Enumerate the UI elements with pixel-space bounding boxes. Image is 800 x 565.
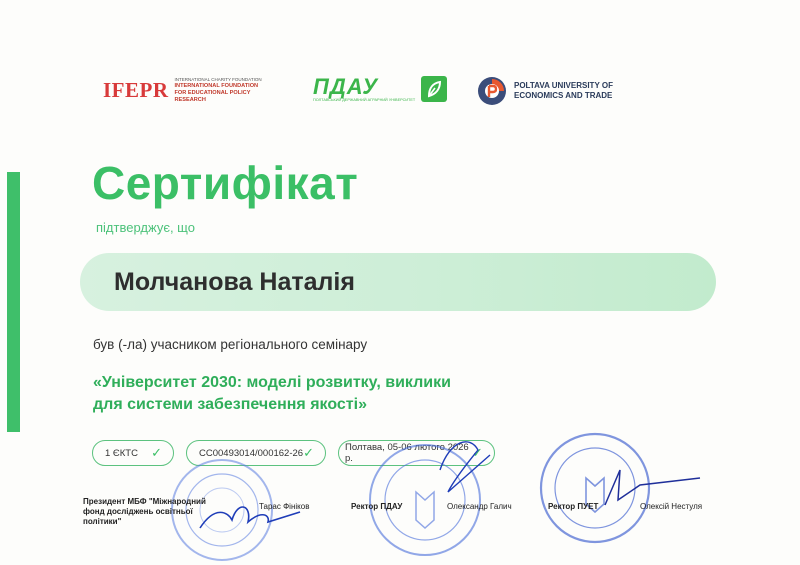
ifepr-logo-word: IFEPR: [103, 77, 169, 102]
signatory-1-title-line2: фонд досліджень освітньої: [83, 507, 193, 516]
puet-caption-line1: POLTAVA UNIVERSITY OF: [514, 81, 613, 90]
ifepr-logo-caption: [175, 76, 265, 104]
seminar-title: [93, 372, 573, 416]
signatory-1-name: Тарас Фініков: [259, 502, 310, 511]
place-date-badge: [338, 440, 495, 466]
signature-nestulia: [605, 470, 700, 505]
ifepr-caption-line1: INTERNATIONAL CHARITY FOUNDATION: [174, 77, 262, 82]
certificate-number: СС00493014/000162-26: [199, 447, 304, 459]
place-date: Полтава, 05-06 лютого 2026 р.: [345, 442, 469, 464]
certificate-subtitle: підтверджує, що: [96, 220, 195, 235]
leaf-icon: [421, 76, 447, 102]
seminar-title-line1: «Університет 2030: моделі розвитку, виклики: [93, 374, 451, 391]
signatory-1-title-line3: політики": [83, 517, 122, 526]
signatory-1-title: [83, 497, 223, 527]
puet-emblem-icon: [477, 76, 507, 106]
certificate-title: Сертифікат: [92, 157, 359, 209]
signatory-3-title: Ректор ПУЕТ: [548, 502, 599, 511]
credits-value: 1 ЄКТС: [105, 447, 138, 459]
left-accent-bar: [7, 172, 20, 432]
puet-caption-line2: ECONOMICS AND TRADE: [514, 91, 613, 100]
signatory-2-title: Ректор ПДАУ: [351, 502, 403, 511]
participation-text: був (-ла) учасником регіонального семінару: [93, 337, 368, 352]
recipient-name: Молчанова Наталія: [114, 268, 355, 296]
seminar-title-line2: для системи забезпечення якості»: [93, 396, 367, 413]
signatory-1-title-line1: Президент МБФ "Міжнародний: [83, 497, 206, 506]
ifepr-caption-line2: INTERNATIONAL FOUNDATION: [174, 83, 259, 89]
puet-logo: [477, 76, 613, 106]
credits-badge: [92, 440, 174, 466]
check-icon: ✓: [303, 445, 314, 460]
certificate-number-badge: [186, 440, 326, 466]
pdau-logo: [313, 76, 447, 102]
check-icon: ✓: [472, 445, 483, 460]
ifepr-caption-line3: FOR EDUCATIONAL POLICY RESEARCH: [174, 90, 251, 103]
recipient-name-banner: [80, 253, 716, 311]
signatory-3-name: Олексій Нестуля: [640, 502, 703, 511]
pdau-logo-caption: ПОЛТАВСЬКИЙ ДЕРЖАВНИЙ АГРАРНИЙ УНІВЕРСИТЕТ: [313, 98, 416, 102]
puet-stamp: [541, 434, 649, 542]
check-icon: ✓: [151, 445, 162, 460]
signatory-2-name: Олександр Галич: [447, 502, 512, 511]
puet-logo-caption: [514, 81, 613, 101]
ifepr-logo: [103, 76, 265, 104]
pdau-logo-word: ПДАУ: [313, 74, 379, 99]
